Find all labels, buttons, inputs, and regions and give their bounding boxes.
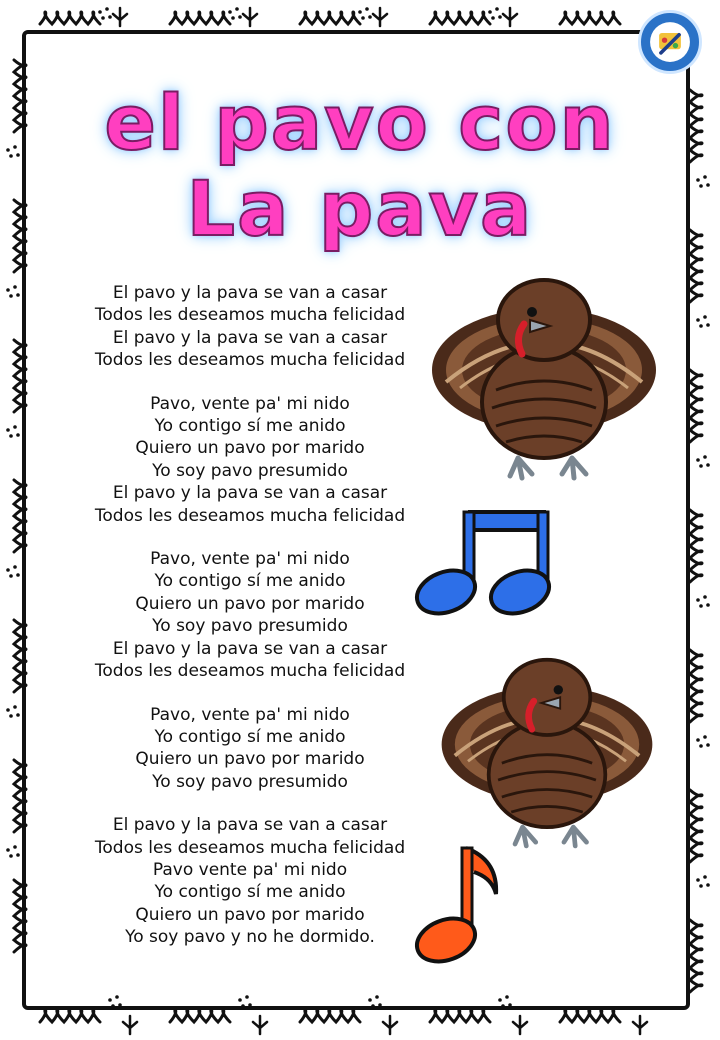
- doodle: [231, 16, 235, 20]
- doodle: [170, 12, 230, 24]
- doodle: [9, 154, 13, 158]
- doodle: [361, 16, 365, 20]
- beamed-notes-icon: [408, 504, 568, 616]
- lyric-line: Pavo, vente pa' mi nido: [150, 549, 350, 570]
- doodle: [6, 848, 10, 852]
- lyric-line: Yo contigo sí me anido: [154, 726, 346, 747]
- doodle: [699, 464, 703, 468]
- doodle: [13, 565, 17, 569]
- doodle: [703, 455, 707, 459]
- lyric-line: Yo contigo sí me anido: [154, 882, 346, 903]
- lyric-line: Pavo vente pa' mi nido: [152, 859, 348, 880]
- lyric-line: Pavo, vente pa' mi nido: [150, 704, 350, 725]
- doodle: [690, 650, 702, 722]
- doodle: [16, 853, 20, 857]
- lyric-line: Quiero un pavo por marido: [135, 438, 365, 459]
- doodle: [243, 8, 257, 26]
- doodle: [706, 603, 710, 607]
- doodle: [113, 8, 127, 26]
- doodle: [491, 16, 495, 20]
- doodle: [373, 8, 387, 26]
- doodle: [40, 12, 100, 24]
- doodle: [699, 184, 703, 188]
- doodle: [430, 12, 490, 24]
- lyric-line: Todos les deseamos mucha felicidad: [94, 305, 406, 326]
- doodle: [228, 10, 232, 14]
- doodle: [6, 568, 10, 572]
- doodle: [699, 884, 703, 888]
- stanza: [60, 393, 440, 527]
- lyric-line: Todos les deseamos mucha felicidad: [94, 505, 406, 526]
- lyric-line: El pavo y la pava se van a casar: [112, 815, 388, 836]
- doodle: [690, 90, 702, 162]
- stanza: [60, 704, 440, 794]
- doodle: [699, 604, 703, 608]
- turkey-icon: [436, 640, 658, 860]
- doodle: [13, 425, 17, 429]
- lyric-line: Yo soy pavo presumido: [152, 771, 348, 792]
- doodle: [101, 16, 105, 20]
- doodle: [123, 1016, 137, 1034]
- lyric-line: Yo contigo sí me anido: [154, 416, 346, 437]
- doodle: [690, 790, 702, 862]
- doodle: [16, 153, 20, 157]
- doodle: [696, 598, 700, 602]
- lyric-line: El pavo y la pava se van a casar: [112, 483, 388, 504]
- doodle: [690, 230, 702, 302]
- doodle: [488, 10, 492, 14]
- doodle: [9, 294, 13, 298]
- doodle: [300, 1010, 360, 1022]
- doodle: [16, 573, 20, 577]
- eighth-note-icon: [412, 842, 508, 966]
- doodle: [238, 15, 242, 19]
- doodle: [696, 458, 700, 462]
- doodle: [633, 1016, 647, 1034]
- stanza: [60, 814, 440, 948]
- doodle: [696, 318, 700, 322]
- doodle: [6, 428, 10, 432]
- doodle: [16, 433, 20, 437]
- doodle: [513, 1016, 527, 1034]
- doodle: [696, 878, 700, 882]
- doodle: [706, 463, 710, 467]
- doodle: [13, 145, 17, 149]
- doodle: [706, 883, 710, 887]
- doodle: [9, 854, 13, 858]
- doodle: [706, 743, 710, 747]
- doodle: [13, 285, 17, 289]
- lyric-line: El pavo y la pava se van a casar: [112, 283, 388, 303]
- lyric-line: Yo soy pavo y no he dormido.: [125, 927, 375, 948]
- doodle: [6, 148, 10, 152]
- doodle: [690, 920, 702, 992]
- doodle: [503, 8, 517, 26]
- doodle: [98, 10, 102, 14]
- doodle: [690, 510, 702, 582]
- doodle: [170, 1010, 230, 1022]
- doodle: [430, 1010, 490, 1022]
- doodle: [235, 7, 239, 11]
- doodle: [690, 370, 702, 442]
- lyric-line: Yo contigo sí me anido: [154, 571, 346, 592]
- doodle: [300, 12, 360, 24]
- lyric-line: Yo soy pavo presumido: [152, 460, 348, 481]
- doodle: [9, 434, 13, 438]
- site-logo[interactable]: [638, 10, 702, 74]
- doodle: [368, 15, 372, 19]
- lyric-line: Todos les deseamos mucha felicidad: [94, 661, 406, 682]
- site-logo-icon: [641, 13, 699, 71]
- doodle: [6, 288, 10, 292]
- title-line-2: La pava: [186, 164, 534, 253]
- doodle: [696, 738, 700, 742]
- doodle: [560, 12, 620, 24]
- stanza: [60, 282, 440, 372]
- doodle: [108, 15, 112, 19]
- doodle: [699, 324, 703, 328]
- doodle: [703, 875, 707, 879]
- doodle: [703, 315, 707, 319]
- doodle: [703, 175, 707, 179]
- doodle: [16, 293, 20, 297]
- turkey-icon: [426, 262, 662, 490]
- doodle: [16, 713, 20, 717]
- lyric-line: El pavo y la pava se van a casar: [112, 327, 388, 348]
- doodle: [358, 10, 362, 14]
- doodle: [498, 15, 502, 19]
- lyric-line: Quiero un pavo por marido: [135, 593, 365, 614]
- doodle: [13, 845, 17, 849]
- lyric-line: Quiero un pavo por marido: [135, 904, 365, 925]
- doodle: [105, 7, 109, 11]
- doodle: [13, 705, 17, 709]
- lyric-line: Yo soy pavo presumido: [152, 616, 348, 637]
- doodle: [365, 7, 369, 11]
- doodle: [703, 595, 707, 599]
- doodle: [9, 714, 13, 718]
- title-line-1: el pavo con: [104, 78, 616, 167]
- stanza: [60, 548, 440, 682]
- doodle: [495, 7, 499, 11]
- doodle: [560, 1010, 620, 1022]
- lyric-line: El pavo y la pava se van a casar: [112, 638, 388, 659]
- lyric-line: Todos les deseamos mucha felicidad: [94, 350, 406, 371]
- doodle: [706, 183, 710, 187]
- doodle: [703, 735, 707, 739]
- doodle: [40, 1010, 100, 1022]
- doodle: [383, 1016, 397, 1034]
- lyric-line: Todos les deseamos mucha felicidad: [94, 837, 406, 858]
- doodle: [253, 1016, 267, 1034]
- lyric-line: Pavo, vente pa' mi nido: [150, 393, 350, 414]
- doodle: [9, 574, 13, 578]
- doodle: [699, 744, 703, 748]
- doodle: [696, 178, 700, 182]
- lyric-line: Quiero un pavo por marido: [135, 749, 365, 770]
- doodle: [706, 323, 710, 327]
- doodle: [6, 708, 10, 712]
- lyrics: [60, 282, 440, 949]
